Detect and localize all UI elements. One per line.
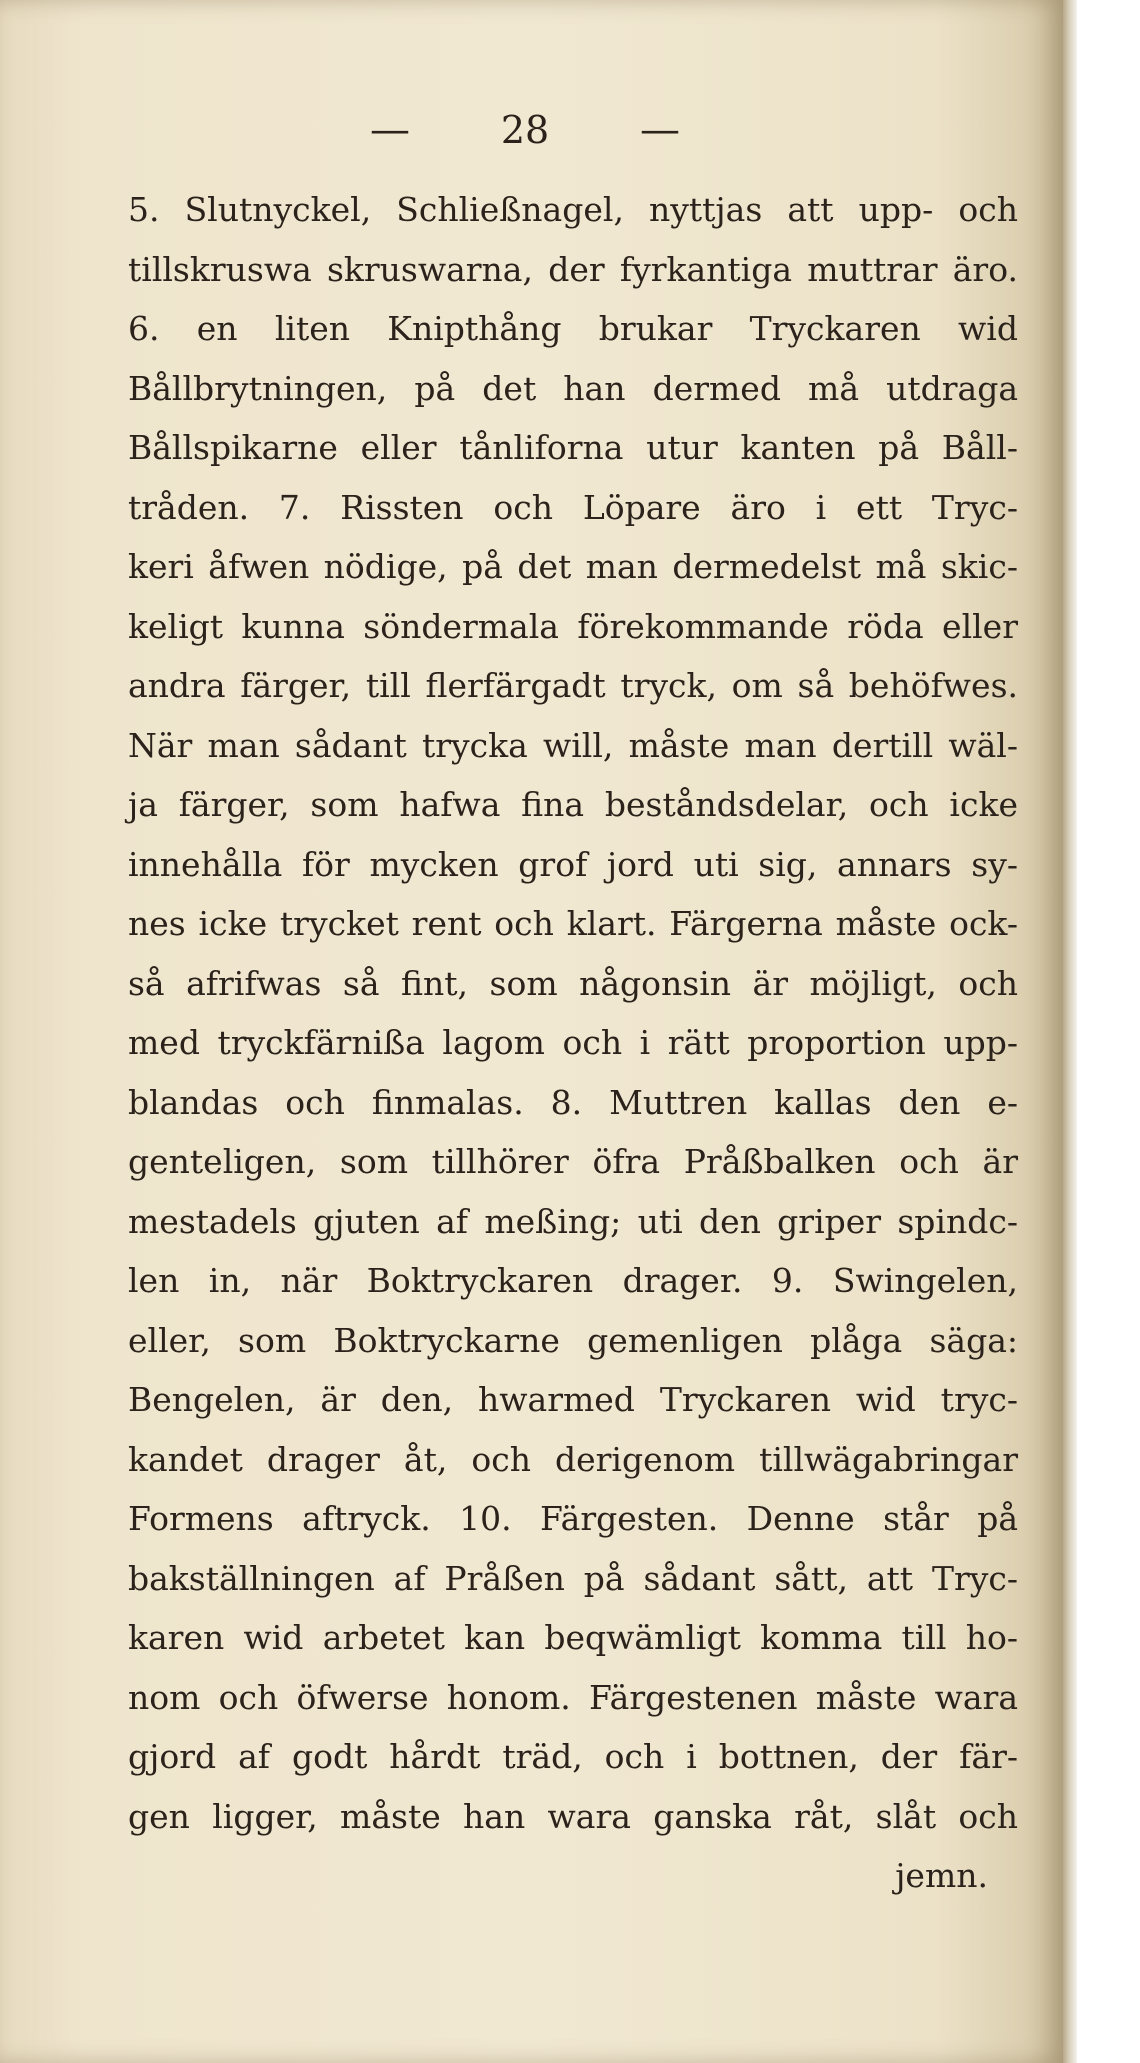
text-line: 6. en liten Knipthång brukar Tryckaren wid [128,309,1018,348]
body-text [128,180,1018,1906]
header-dash-right: — [639,107,680,153]
text-line: När man sådant trycka will, måste man dertill wäl- [128,725,1018,765]
page-header [370,107,680,153]
text-line: gjord af godt hårdt träd, och i bottnen, der fär- [128,1737,1018,1776]
text-line: nom och öfwerse honom. Färgestenen måste wara [128,1677,1018,1717]
text-line: eller, som Boktryckarne gemenligen plåga säga: [128,1320,1018,1360]
text-line-last: jemn. [895,1856,988,1895]
text-line: mestadels gjuten af meßing; uti den griper spindc- [128,1201,1018,1241]
text-line: genteligen, som tillhörer öfra Pråßbalken och är [128,1142,1018,1181]
text-line: nes icke trycket rent och klart. Färgerna måste ock- [128,904,1018,943]
text-line: andra färger, till flerfärgadt tryck, om så behöfwes. [128,666,1018,705]
text-line: keligt kunna söndermala förekommande röda eller [128,606,1018,646]
text-line: Bengelen, är den, hwarmed Tryckaren wid tryc- [128,1380,1018,1419]
text-line: Bållbrytningen, på det han dermed må utdraga [128,368,1018,408]
text-line: med tryckfärnißa lagom och i rätt proportion upp- [128,1023,1018,1062]
text-line: Bållspikarne eller tånliforna utur kanten på Båll- [128,428,1018,467]
text-line: len in, när Boktryckaren drager. 9. Swingelen, [128,1261,1018,1300]
text-line: tillskruswa skruswarna, der fyrkantiga muttrar äro. [128,249,1018,289]
text-line: keri åfwen nödige, på det man dermedelst må skic- [128,547,1018,586]
text-line: innehålla för mycken grof jord uti sig, annars sy- [128,844,1018,884]
text-line: karen wid arbetet kan beqwämligt komma till ho- [128,1618,1018,1657]
page-edge [1063,0,1077,2063]
text-line: bakställningen af Pråßen på sådant sått, att Tryc- [128,1558,1018,1598]
text-line: gen ligger, måste han wara ganska råt, slåt och [128,1796,1018,1836]
text-line: ja färger, som hafwa fina beståndsdelar, och icke [128,785,1018,824]
text-line: blandas och finmalas. 8. Muttren kallas den e- [128,1082,1018,1122]
header-dash-left: — [370,107,410,153]
text-line: Formens aftryck. 10. Färgesten. Denne står på [128,1499,1018,1538]
text-line: tråden. 7. Rissten och Löpare äro i ett Tryc- [128,487,1018,527]
text-line: så afrifwas så fint, som någonsin är möjligt, och [128,963,1018,1003]
page-number: 28 [500,108,550,152]
text-line: kandet drager åt, och derigenom tillwägabringar [128,1439,1018,1479]
text-line: 5. Slutnyckel, Schließnagel, nyttjas att upp- och [128,190,1018,229]
